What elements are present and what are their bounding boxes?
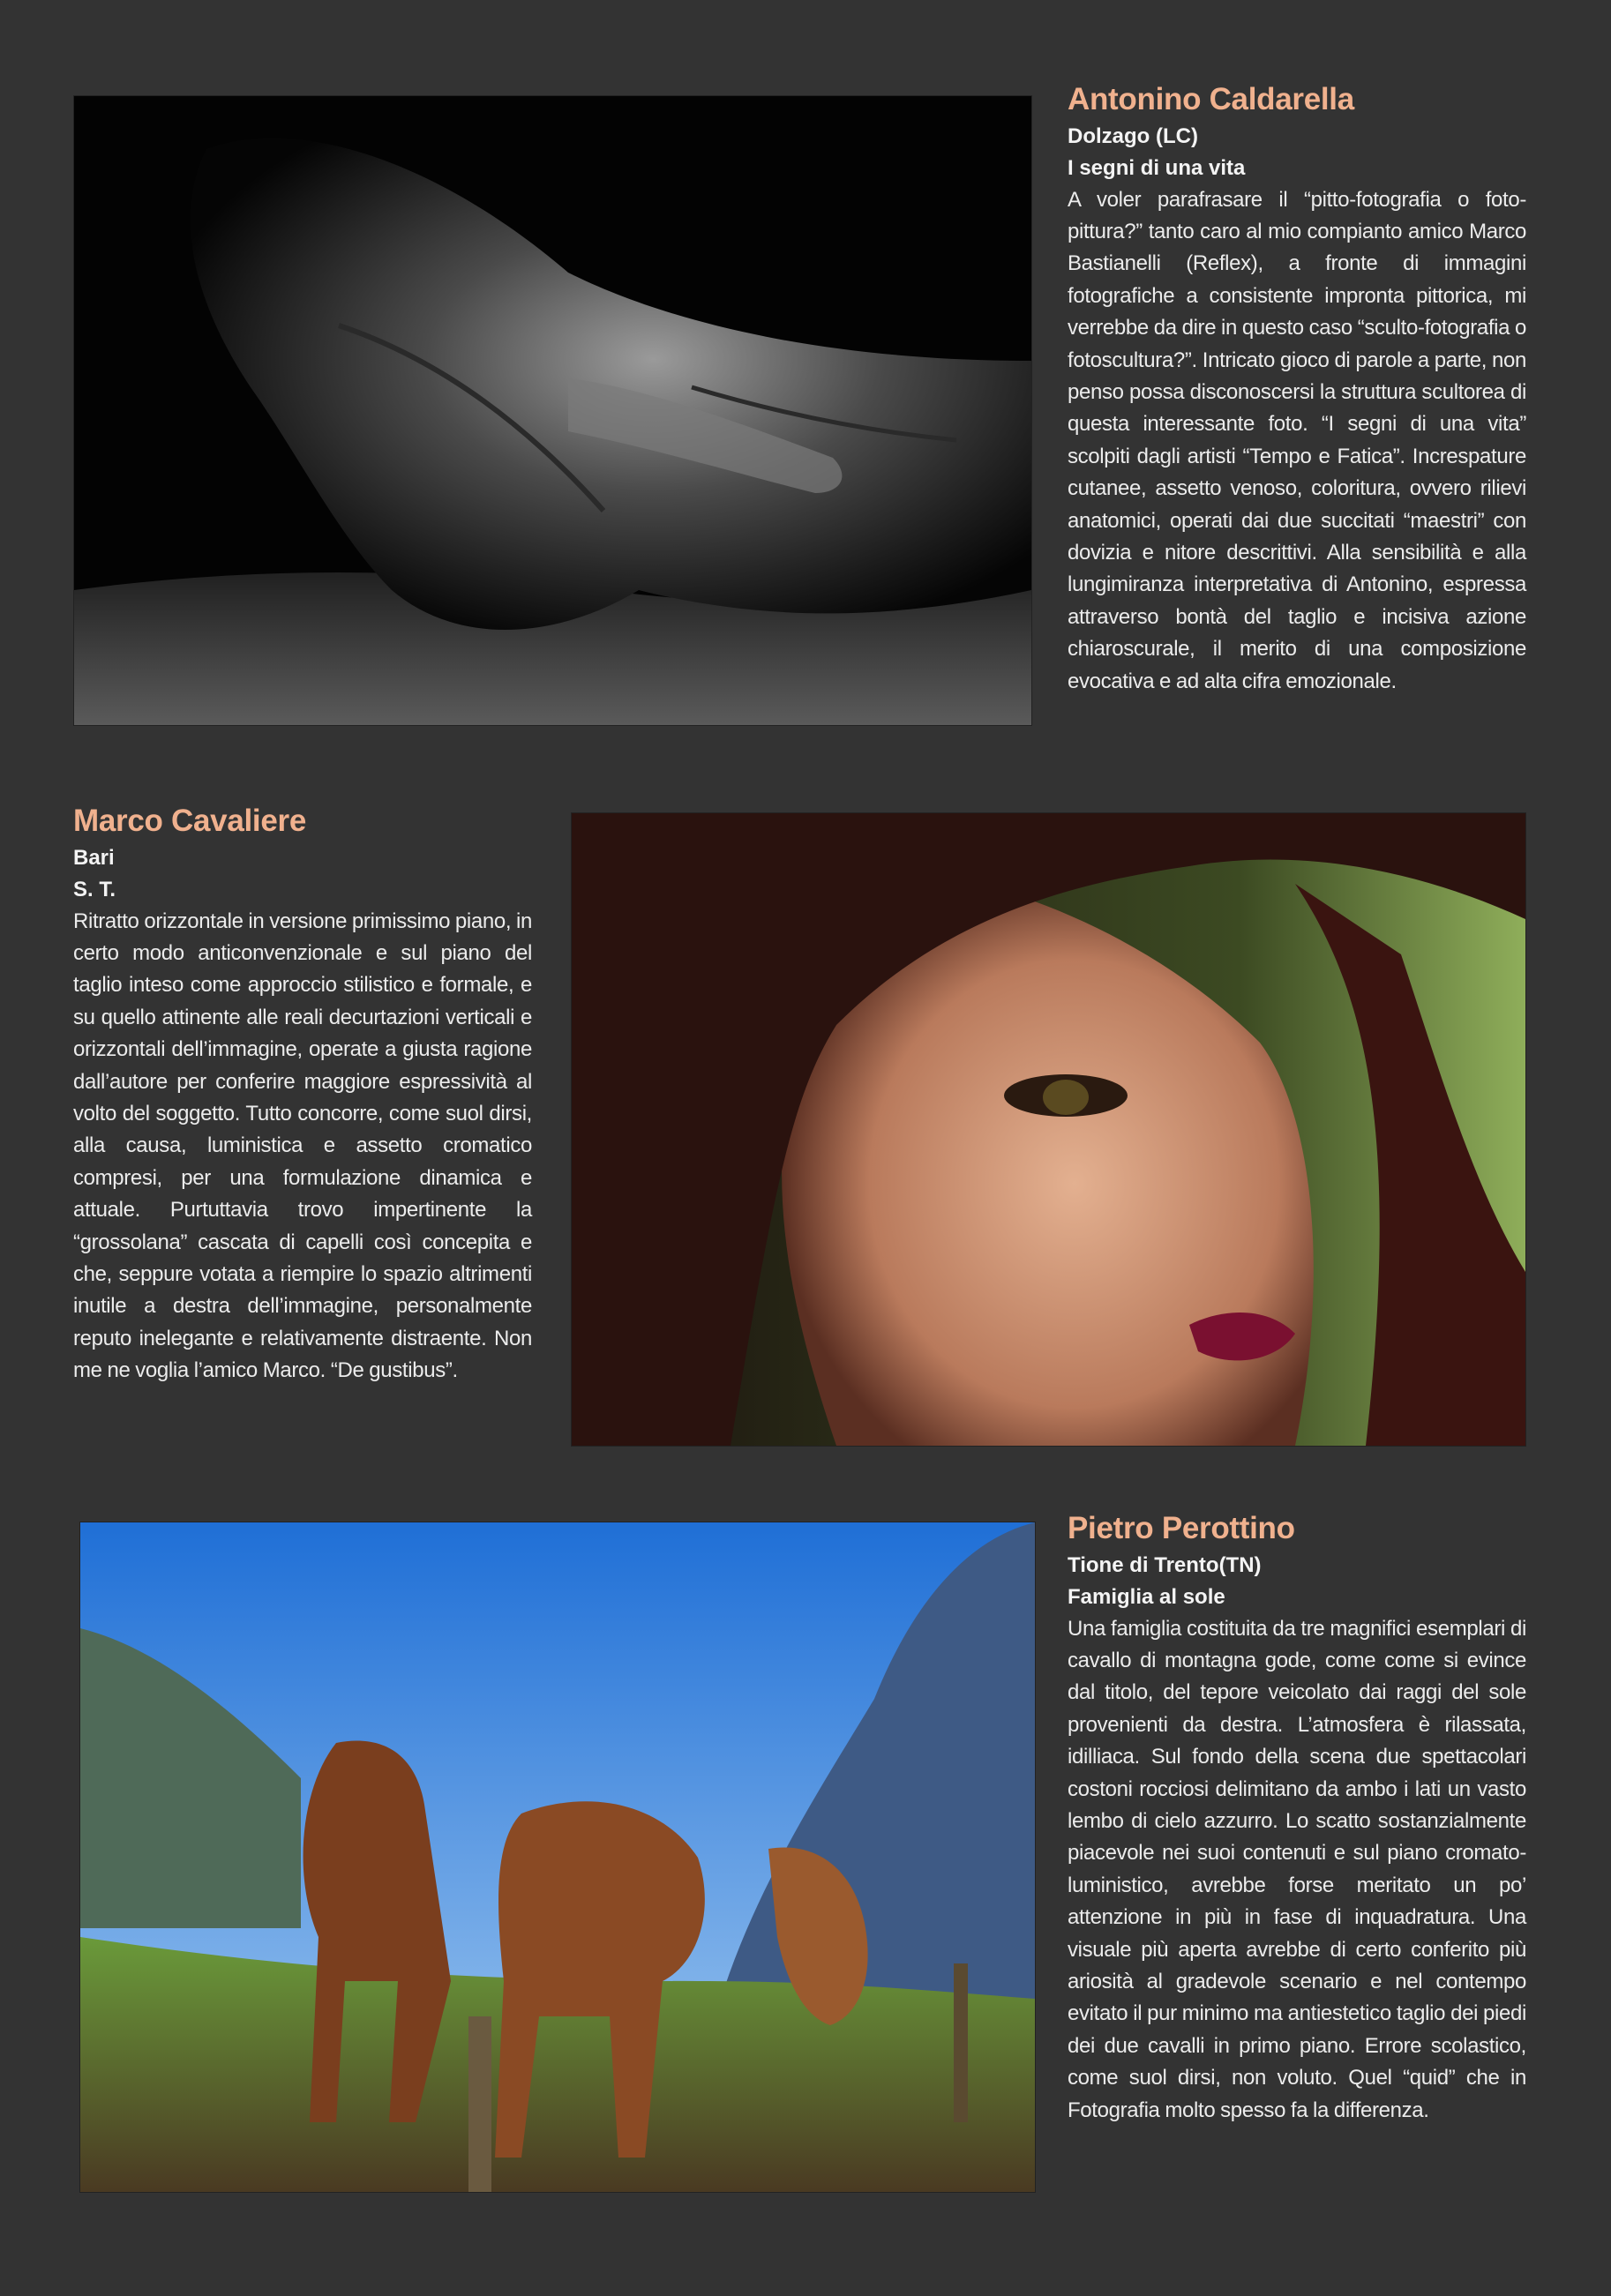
author-location: Dolzago (LC) — [1068, 123, 1198, 148]
author-name: Antonino Caldarella — [1068, 82, 1354, 116]
photo-title: S. T. — [73, 877, 116, 901]
author-name: Marco Cavaliere — [73, 804, 306, 838]
entry-text-perottino — [1068, 1512, 1526, 2127]
photo-critique: Ritratto orizzontale in versione primissimo piano, in certo modo anticonvenzionale e sul piano del taglio inteso come approccio stilistico e formale, e su quello attinente alle reali decurtazioni verticali e orizzontali dell’immagine, operate a giusta ragione dall’autore per conferire maggiore espressività al volto del soggetto. Tutto concorre, come suol dirsi, alla causa, luministica e assetto cromatico compresi, per una formulazione dinamica e attuale. Purtuttavia trovo impertinente la “grossolana” cascata di capelli così concepita e che, seppure votata a riempire lo spazio altrimenti inutile a destra dell’immagine, personalmente reputo inelegante e relativamente distraente. Non me ne voglia l’amico Marco. “De gustibus”. — [73, 909, 533, 1383]
entry-text-caldarella — [1068, 83, 1526, 698]
photo-portrait-woman — [571, 812, 1526, 1447]
author-name: Pietro Perottino — [1068, 1511, 1295, 1545]
photo-horses-mountains — [79, 1522, 1036, 2193]
photo-critique: Una famiglia costituita da tre magnifici esemplari di cavallo di montagna gode, come come si evince dal titolo, del tepore veicolato dai raggi del sole provenienti da destra. L’atmosfera è rilassata, idilliaca. Sul fondo della scena due spettacolari costoni rocciosi delimitano da ambo i lati un vasto lembo di cielo azzurro. Lo scatto sostanzialmente piacevole nei suoi contenuti e sul piano cromato-luministico, avrebbe forse meritato un po’ attenzione in più in fase di inquadratura. Una visuale più aperta avrebbe di certo conferito più ariosità al gradevole scenario e nel contempo evitato il pur minimo ma antiestetico taglio dei piedi dei due cavalli in primo piano. Errore scolastico, come suol dirsi, non voluto. Quel “quid” che in Fotografia molto spesso fa la differenza. — [1068, 1616, 1526, 2122]
photo-critique: A voler parafrasare il “pitto-fotografia o foto-pittura?” tanto caro al mio compianto amico Marco Bastianelli (Reflex), a fronte di immagini fotografiche a consistente impronta pittorica, mi verrebbe da dire in questo caso “sculto-fotografia o fotoscultura?”. Intricato gioco di parole a parte, non penso possa disconoscersi la struttura scultorea di questa interessante foto. “I segni di una vita” scolpiti dagli artisti “Tempo e Fatica”. Increspature cutanee, assetto venoso, coloritura, ovvero rilievi anatomici, operati dai due succitati “maestri” con dovizia e nitore descrittivi. Alla sensibilità e alla lungimiranza interpretativa di Antonino, espressa attraverso bontà del taglio e incisiva azione chiaroscurale, il merito di una composizione evocativa e ad alta cifra emozionale. — [1068, 187, 1526, 693]
photo-title: I segni di una vita — [1068, 155, 1246, 180]
author-location: Tione di Trento(TN) — [1068, 1552, 1262, 1577]
photo-elderly-hand — [73, 95, 1032, 726]
author-location: Bari — [73, 845, 115, 870]
entry-text-cavaliere — [73, 804, 532, 1387]
photo-title: Famiglia al sole — [1068, 1584, 1225, 1609]
